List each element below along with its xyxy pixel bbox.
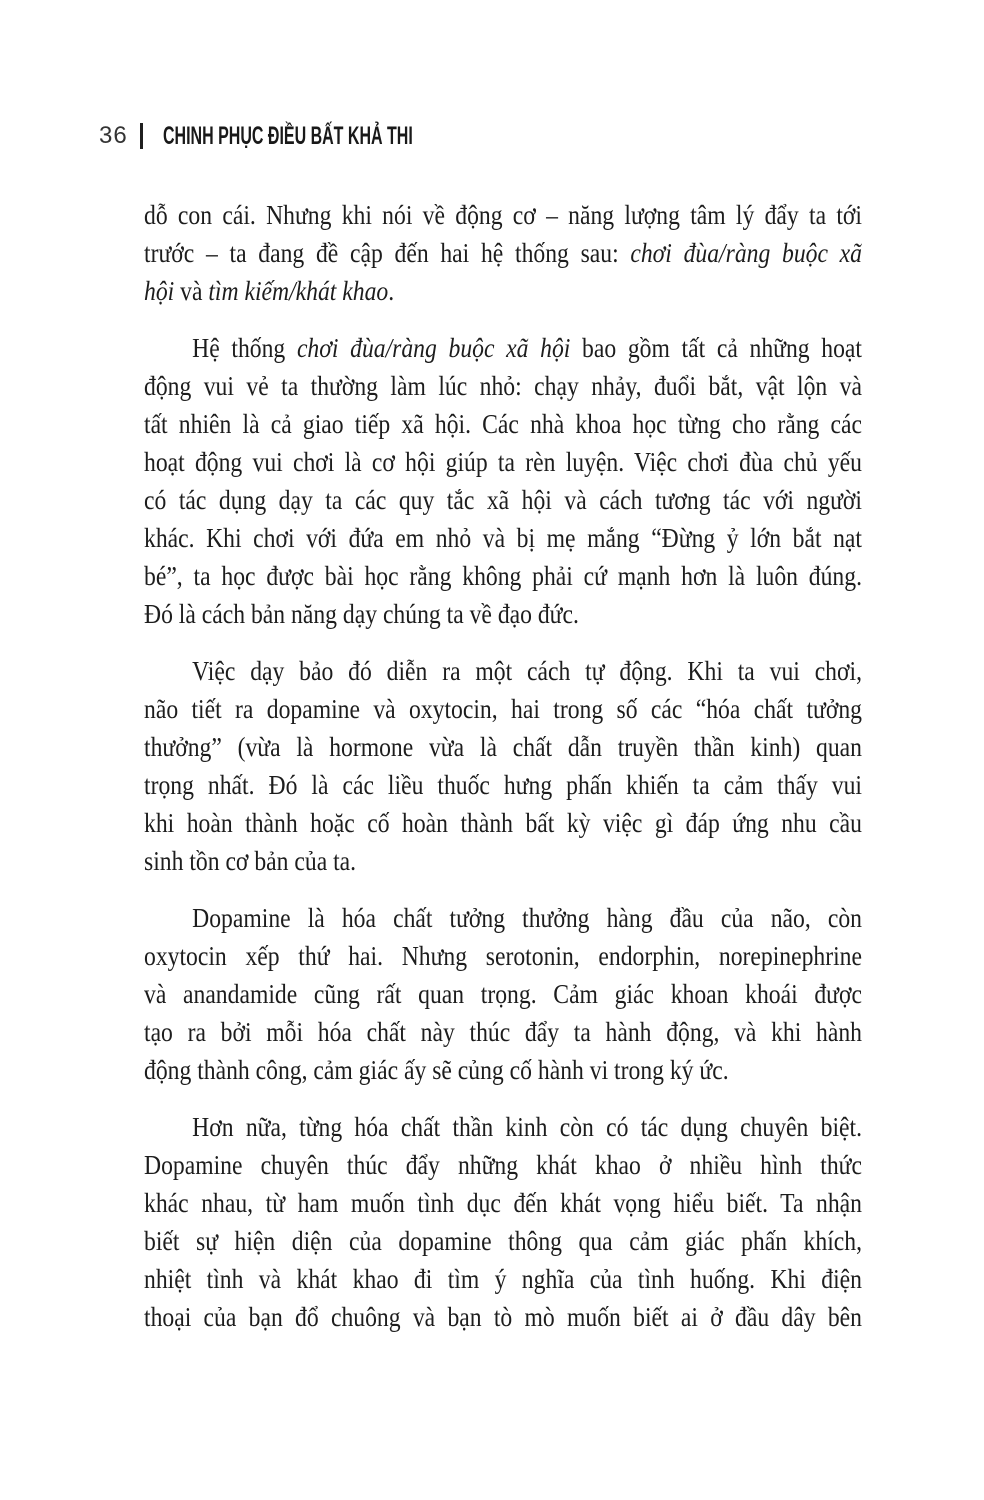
text-run: và — [174, 276, 209, 306]
text-line — [144, 652, 862, 690]
text-run: oxytocin xếp thứ hai. Nhưng serotonin, endorphin, norepinephrine — [144, 941, 862, 971]
text-line — [144, 899, 862, 937]
text-run: Hơn nữa, từng hóa chất thần kinh còn có tác dụng chuyên biệt. — [192, 1112, 862, 1142]
text-line — [144, 272, 862, 310]
text-line — [144, 1260, 862, 1298]
text-line — [144, 519, 862, 557]
text-line — [144, 804, 862, 842]
text-run: trọng nhất. Đó là các liều thuốc hưng phấn khiến ta cảm thấy vui — [144, 770, 862, 800]
text-line — [144, 234, 862, 272]
text-line — [144, 443, 862, 481]
text-block — [144, 196, 862, 1355]
text-run: dỗ con cái. Nhưng khi nói về động cơ – năng lượng tâm lý đẩy ta tới — [144, 200, 862, 230]
text-line — [144, 975, 862, 1013]
text-line — [144, 1051, 862, 1089]
text-run: não tiết ra dopamine và oxytocin, hai trong số các “hóa chất tưởng — [144, 694, 862, 724]
text-line — [144, 728, 862, 766]
text-run: nhiệt tình và khát khao đi tìm ý nghĩa của tình huống. Khi điện — [144, 1264, 862, 1294]
text-line — [144, 937, 862, 975]
text-run: tạo ra bởi mỗi hóa chất này thúc đẩy ta hành động, và khi hành — [144, 1017, 862, 1047]
text-run: sinh tồn cơ bản của ta. — [144, 846, 357, 876]
text-run: hoạt động vui chơi là cơ hội giúp ta rèn luyện. Việc chơi đùa chủ yếu — [144, 447, 862, 477]
header-divider — [140, 123, 143, 149]
text-run: động thành công, cảm giác ấy sẽ củng cố hành vi trong ký ức. — [144, 1055, 729, 1085]
paragraph — [144, 899, 862, 1089]
text-run: trước – ta đang đề cập đến hai hệ thống sau: — [144, 238, 631, 268]
paragraph — [144, 1108, 862, 1336]
text-line — [144, 1222, 862, 1260]
text-run: Hệ thống — [192, 333, 297, 363]
italic-text-run: hội — [144, 276, 175, 306]
text-run: thoại của bạn đổ chuông và bạn tò mò muốn biết ai ở đầu dây bên — [144, 1302, 862, 1332]
text-run: Đó là cách bản năng dạy chúng ta về đạo đức. — [144, 599, 579, 629]
text-run: bao gồm tất cả những hoạt — [570, 333, 863, 363]
text-run: khi hoàn thành hoặc cố hoàn thành bất kỳ việc gì đáp ứng nhu cầu — [144, 808, 862, 838]
text-line — [144, 766, 862, 804]
text-line — [144, 405, 862, 443]
page-number: 36 — [99, 122, 128, 149]
text-run: động vui vẻ ta thường làm lúc nhỏ: chạy nhảy, đuổi bắt, vật lộn và — [144, 371, 862, 401]
text-line — [144, 1184, 862, 1222]
text-run: khác. Khi chơi với đứa em nhỏ và bị mẹ mắng “Đừng ỷ lớn bắt nạt — [144, 523, 862, 553]
text-run: Dopamine là hóa chất tưởng thưởng hàng đầu của não, còn — [192, 903, 862, 933]
text-run: biết sự hiện diện của dopamine thông qua cảm giác phấn khích, — [144, 1226, 862, 1256]
text-run: khác nhau, từ ham muốn tình dục đến khát vọng hiểu biết. Ta nhận — [144, 1188, 862, 1218]
text-line — [144, 1108, 862, 1146]
text-line — [144, 842, 862, 880]
text-line — [144, 690, 862, 728]
text-line — [144, 557, 862, 595]
text-run: có tác dụng dạy ta các quy tắc xã hội và cách tương tác với người — [144, 485, 862, 515]
paragraph — [144, 652, 862, 880]
text-line — [144, 481, 862, 519]
text-run: bé”, ta học được bài học rằng không phải cứ mạnh hơn là luôn đúng. — [144, 561, 862, 591]
text-line — [144, 329, 862, 367]
text-run: tất nhiên là cả giao tiếp xã hội. Các nhà khoa học từng cho rằng các — [144, 409, 862, 439]
paragraph — [144, 329, 862, 633]
italic-text-run: tìm kiếm/khát khao — [208, 276, 389, 306]
paragraph — [144, 196, 862, 310]
text-line — [144, 1146, 862, 1184]
running-header — [99, 119, 553, 153]
book-title: CHINH PHỤC ĐIỀU BẤT KHẢ THI — [162, 121, 413, 150]
italic-text-run: chơi đùa/ràng buộc xã — [630, 238, 862, 268]
italic-text-run: chơi đùa/ràng buộc xã hội — [296, 333, 571, 363]
text-run: Việc dạy bảo đó diễn ra một cách tự động. Khi ta vui chơi, — [192, 656, 862, 686]
text-run: thưởng” (vừa là hormone vừa là chất dẫn truyền thần kinh) quan — [144, 732, 862, 762]
text-run: và anandamide cũng rất quan trọng. Cảm giác khoan khoái được — [144, 979, 862, 1009]
text-line — [144, 1013, 862, 1051]
text-line — [144, 367, 862, 405]
text-line — [144, 1298, 862, 1336]
text-line — [144, 595, 862, 633]
text-run: . — [388, 276, 395, 306]
text-line — [144, 196, 862, 234]
text-run: Dopamine chuyên thúc đẩy những khát khao ở nhiều hình thức — [144, 1150, 862, 1180]
